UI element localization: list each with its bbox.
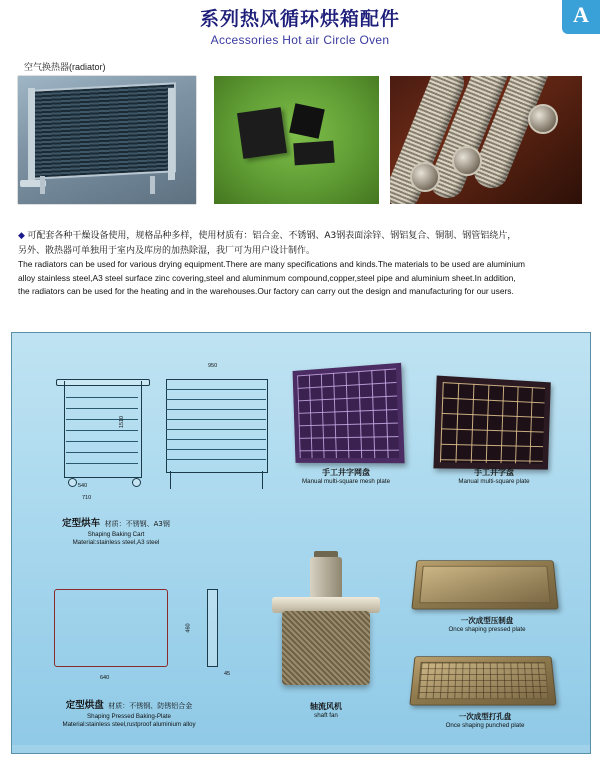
rack-dim-950: 950: [208, 363, 218, 369]
caption-title-en: Shaping Pressed Baking-Plate: [87, 713, 171, 720]
caption-title-en: Manual multi-square mesh plate: [301, 478, 391, 485]
cart-wheel: [132, 478, 141, 487]
caption-shaft-fan: [266, 701, 386, 720]
bullet-diamond-icon: ◆: [18, 230, 25, 240]
caption-title-cn: 定型烘车: [62, 518, 101, 529]
side-view-outline: [207, 589, 218, 667]
caption-title-cn: 一次成型压制盘: [460, 616, 514, 625]
description-cn-line-2: 另外、散热器可单独用于室内及库房的加热除湿，我厂可为用户设计制作。: [18, 245, 316, 256]
tube-cap-2: [452, 146, 482, 176]
radiator-leg-left: [40, 176, 45, 194]
radiator-photo: [18, 76, 196, 204]
rack-rung: [166, 419, 266, 420]
caption-square-plate: [432, 467, 556, 486]
description-en-line-1: The radiators can be used for various drying equipment.There are many specifications and kinds.The materials to be used are aluminium: [18, 259, 525, 270]
panel-bottom-edge: [12, 745, 590, 753]
shaping-baking-cart-drawing: [48, 375, 168, 495]
black-components-photo: [214, 76, 379, 204]
cart-shelf: [66, 452, 138, 453]
radiator-frame-right: [168, 88, 175, 180]
cart-dim-width-540: 540: [78, 483, 88, 489]
plate-dim-460: 460: [185, 623, 192, 633]
once-shaping-punched-plate-photo: [409, 656, 556, 705]
caption-punched-plate: [410, 711, 560, 730]
component-block-1: [237, 107, 287, 159]
square-grid: [440, 382, 545, 464]
caption-spec-cn: 材质：不锈钢、A3钢: [104, 520, 170, 528]
caption-pressed-plate: [412, 615, 562, 634]
description-en-line-2: alloy stainless steel,A3 steel surface zinc covering,steel and aluminmum compound,copper,steel pipe and aluminium sheet.In addition,: [18, 272, 516, 283]
caption-title-cn: 一次成型打孔盘: [458, 712, 512, 721]
caption-title-en: Once shaping punched plate: [445, 722, 525, 729]
corner-logo: A: [562, 0, 600, 34]
component-block-3: [293, 141, 334, 166]
component-block-2: [289, 103, 325, 139]
manual-multi-square-plate-photo: [433, 376, 550, 470]
description-cn-line-1: 可配套各种干燥设备使用，规格品种多样，使用材质有：铝合金、不锈钢、A3钢表面涂锌、钢铝复合、铜制、钢管铝绕片，: [27, 231, 517, 241]
once-shaping-pressed-plate-photo: [411, 560, 558, 609]
caption-title-en: Manual multi-square plate: [458, 478, 530, 485]
plate-dim-45: 45: [224, 671, 231, 677]
caption-shaping-pressed-baking-plate: [34, 695, 224, 730]
cart-wheel: [68, 478, 77, 487]
cart-dim-width-710: 710: [82, 495, 92, 501]
radiator-frame-left: [28, 88, 35, 180]
shaft-fan-photo: [266, 551, 386, 701]
caption-title-cn: 手工井字盘: [474, 468, 514, 477]
cart-shelf: [66, 441, 138, 442]
radiator-fin-core: [32, 82, 176, 180]
fan-motor: [310, 557, 342, 599]
accessories-panel: [11, 332, 591, 754]
cart-shelf: [66, 463, 138, 464]
radiator-leg-right: [150, 176, 155, 194]
shaping-pressed-baking-plate-drawing: [46, 583, 178, 673]
tube-cap-1: [410, 162, 440, 192]
caption-title-en: shaft fan: [314, 712, 338, 719]
mesh-grid: [297, 368, 399, 458]
caption-title-en: Shaping Baking Cart: [87, 531, 145, 538]
baking-plate-outline: [54, 589, 168, 667]
page-title: 系列热风循环烘箱配件: [199, 8, 400, 30]
rack-rung: [166, 439, 266, 440]
manual-multi-square-mesh-plate-photo: [293, 363, 405, 463]
description-block: [18, 228, 582, 299]
cart-shelf: [66, 397, 138, 398]
caption-mesh-plate: [284, 467, 408, 486]
rack-rung: [166, 409, 266, 410]
caption-shaping-baking-cart: [36, 513, 196, 548]
caption-title-cn: 定型烘盘: [65, 700, 104, 711]
caption-spec-en: Material:stainless steel,A3 steel: [72, 539, 160, 547]
pan-inner-perforated-surface: [417, 662, 549, 699]
page-header: [0, 0, 600, 46]
rack-rung: [166, 429, 266, 430]
caption-title-en: Once shaping pressed plate: [448, 626, 526, 633]
baking-plate-side-view: [204, 589, 222, 673]
description-en-line-3: the radiators can be used for the heating and in the warehouses.Our factory can carry out the design and manufacturing for our users.: [18, 286, 514, 297]
plate-dim-640: 640: [100, 675, 110, 681]
caption-title-cn: 手工井字网盘: [322, 468, 370, 477]
cart-dim-height-1510: 1510: [119, 415, 126, 429]
caption-spec-cn: 材质：不锈钢、防锈铝合金: [108, 702, 193, 710]
rack-rung: [166, 459, 266, 460]
cart-shelf: [66, 430, 138, 431]
photo-band: [18, 60, 582, 215]
tube-cap-3: [528, 104, 558, 134]
fan-housing: [282, 611, 370, 685]
pan-inner-surface: [419, 566, 551, 603]
rack-leg: [170, 471, 171, 489]
rack-rung: [166, 399, 266, 400]
cart-shelf: [66, 419, 138, 420]
rack-rung: [166, 449, 266, 450]
rack-rung: [166, 389, 266, 390]
page-subtitle: Accessories Hot air Circle Oven: [210, 33, 390, 47]
caption-title-cn: 轴流风机: [310, 702, 342, 711]
cart-shelf: [66, 408, 138, 409]
radiator-caption: 空气换热器(radiator): [24, 62, 106, 72]
rack-leg: [262, 471, 263, 489]
rack-drawing: [152, 365, 280, 501]
caption-spec-en: Material:stainless steel,rustproof aluminium alloy: [62, 721, 196, 729]
finned-tubes-photo: [390, 76, 582, 204]
